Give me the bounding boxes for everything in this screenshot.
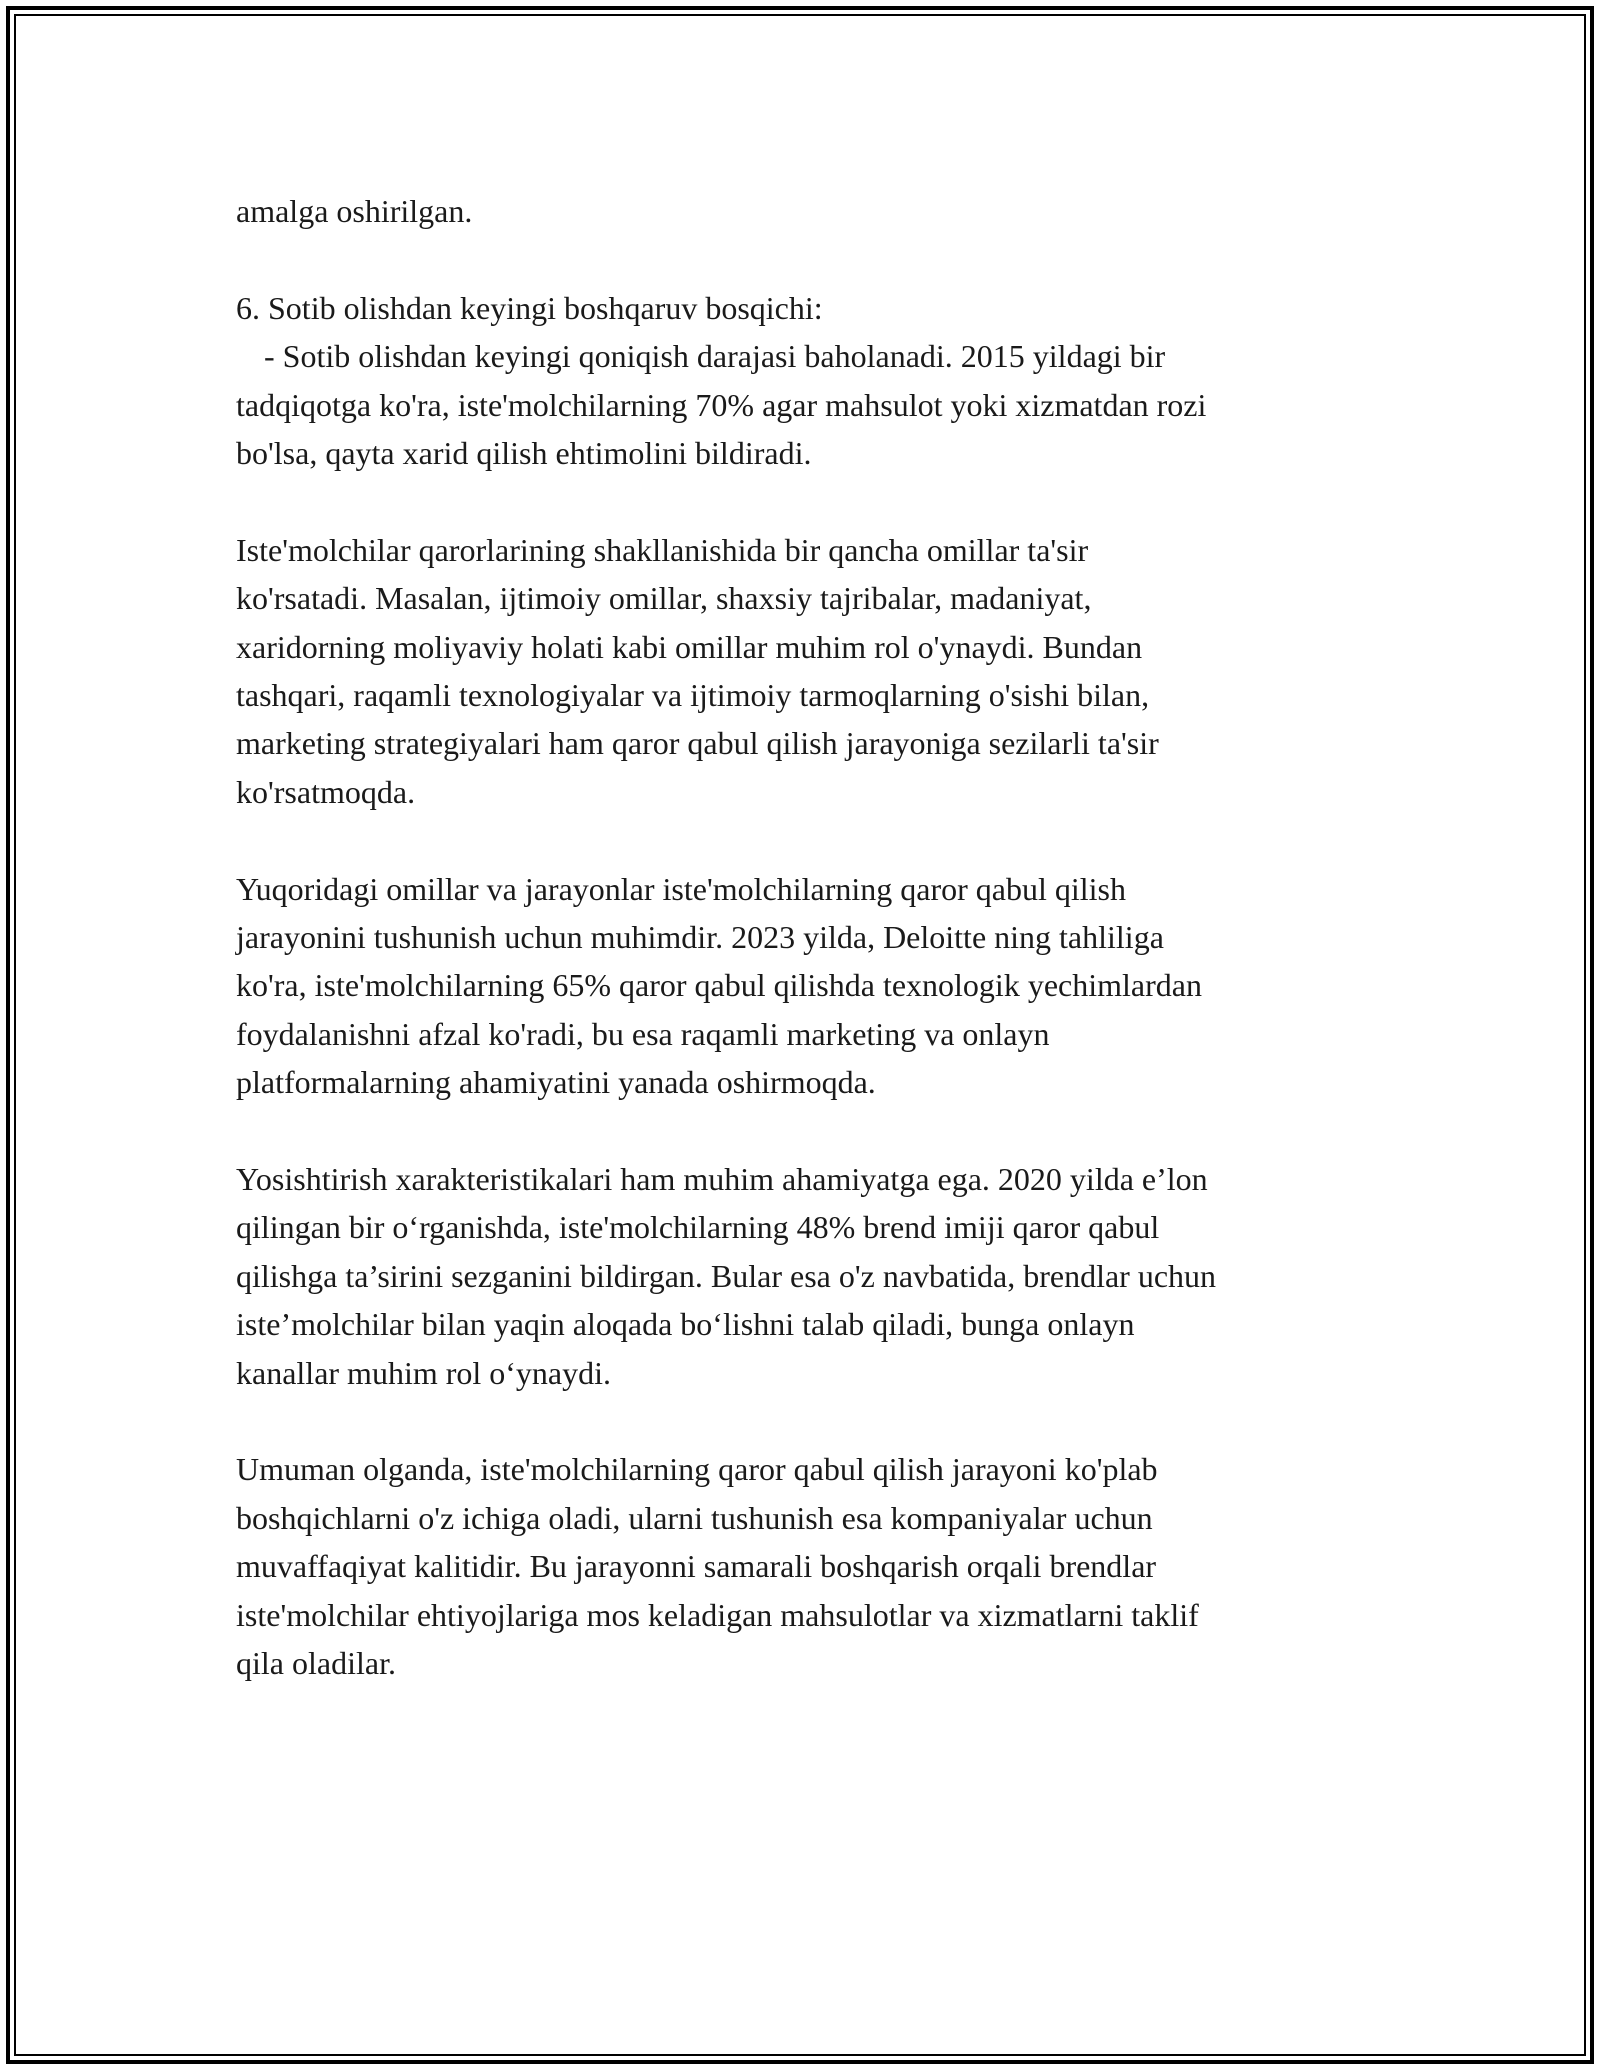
- text-line: muvaffaqiyat kalitidir. Bu jarayonni samarali boshqarish orqali brendlar: [236, 1548, 1157, 1585]
- paragraph-step-6: [236, 284, 1366, 478]
- text-line: Yosishtirish xarakteristikalari ham muhim ahamiyatga ega. 2020 yilda e’lon: [236, 1161, 1208, 1198]
- text-line: ko'rsatadi. Masalan, ijtimoiy omillar, shaxsiy tajribalar, madaniyat,: [236, 580, 1092, 617]
- text-line: iste'molchilar ehtiyojlariga mos keladigan mahsulotlar va xizmatlarni taklif: [236, 1596, 1199, 1633]
- text-line: kanallar muhim rol o‘ynaydi.: [236, 1354, 612, 1391]
- paragraph-conclusion: [236, 1445, 1366, 1687]
- text-line: bo'lsa, qayta xarid qilish ehtimolini bildiradi.: [236, 435, 812, 472]
- paragraph-deloitte: [236, 865, 1366, 1107]
- bullet-line: - Sotib olishdan keyingi qoniqish darajasi baholanadi. 2015 yildagi bir: [264, 338, 1166, 375]
- text-line: marketing strategiyalari ham qaror qabul qilish jarayoniga sezilarli ta'sir: [236, 725, 1159, 762]
- text-line: iste’molchilar bilan yaqin aloqada bo‘lishni talab qiladi, bunga onlayn: [236, 1306, 1135, 1343]
- paragraph-brand: [236, 1155, 1366, 1397]
- text-line: qila oladilar.: [236, 1645, 396, 1682]
- text-line: xaridorning moliyaviy holati kabi omillar muhim rol o'ynaydi. Bundan: [236, 628, 1143, 665]
- text-line: amalga oshirilgan.: [236, 193, 473, 229]
- text-line: ko'rsatmoqda.: [236, 773, 416, 810]
- step-heading: 6. Sotib olishdan keyingi boshqaruv bosqichi:: [236, 289, 823, 326]
- text-line: qilingan bir o‘rganishda, iste'molchilarning 48% brend imiji qaror qabul: [236, 1209, 1160, 1246]
- paragraph-factors: [236, 526, 1366, 816]
- document-body: [236, 187, 1366, 1736]
- text-line: Yuqoridagi omillar va jarayonlar iste'molchilarning qaror qabul qilish: [236, 870, 1126, 907]
- text-line: jarayonini tushunish uchun muhimdir. 2023 yilda, Deloitte ning tahliliga: [236, 919, 1164, 956]
- text-line: tadqiqotga ko'ra, iste'molchilarning 70% agar mahsulot yoki xizmatdan rozi: [236, 386, 1207, 423]
- text-line: foydalanishni afzal ko'radi, bu esa raqamli marketing va onlayn: [236, 1015, 1050, 1052]
- text-line: boshqichlarni o'z ichiga oladi, ularni tushunish esa kompaniyalar uchun: [236, 1499, 1153, 1536]
- text-line: tashqari, raqamli texnologiyalar va ijtimoiy tarmoqlarning o'sishi bilan,: [236, 677, 1150, 714]
- text-line: ko'ra, iste'molchilarning 65% qaror qabul qilishda texnologik yechimlardan: [236, 967, 1202, 1004]
- paragraph-continuation: [236, 187, 1366, 235]
- text-line: Iste'molchilar qarorlarining shakllanishida bir qancha omillar ta'sir: [236, 531, 1089, 568]
- text-line: qilishga ta’sirini sezganini bildirgan. Bular esa o'z navbatida, brendlar uchun: [236, 1257, 1217, 1294]
- text-line: platformalarning ahamiyatini yanada oshirmoqda.: [236, 1064, 876, 1101]
- text-line: Umuman olganda, iste'molchilarning qaror qabul qilish jarayoni ko'plab: [236, 1451, 1158, 1488]
